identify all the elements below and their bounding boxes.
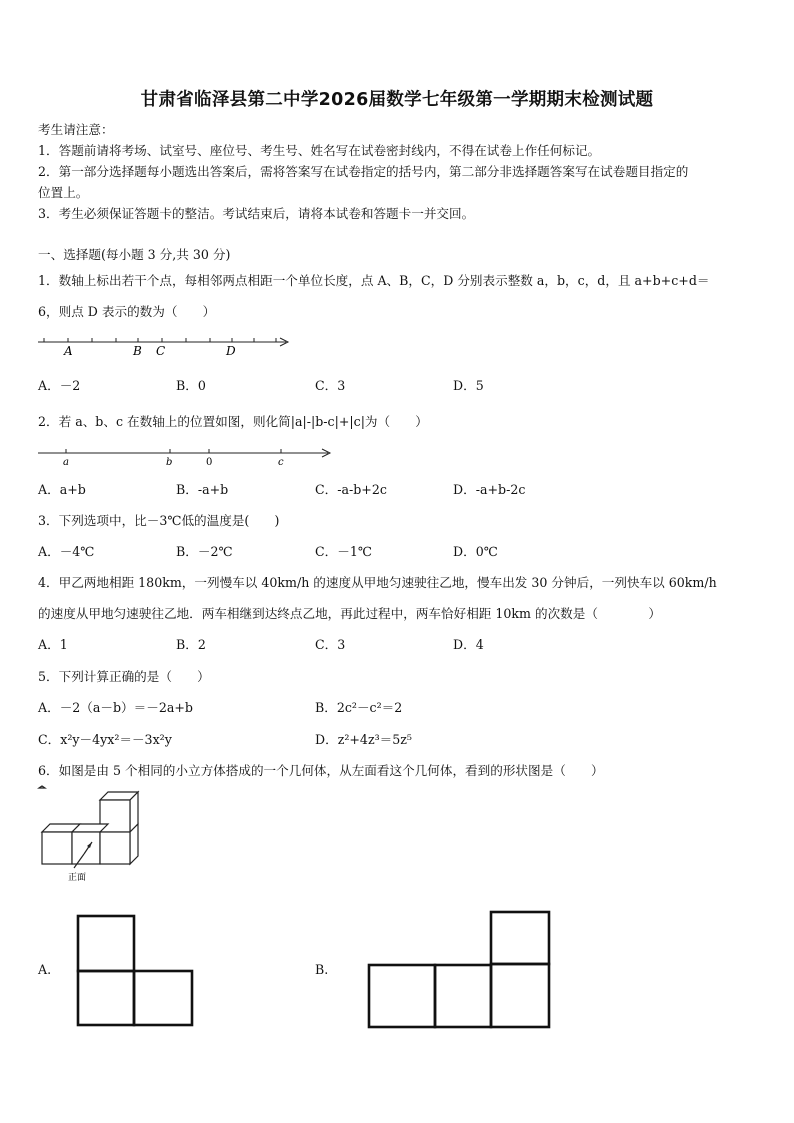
q3-option-c: C．－1℃ xyxy=(315,544,372,559)
point-c-label: C xyxy=(156,344,166,358)
notice-heading: 考生请注意： xyxy=(38,122,114,137)
front-view-label: 正面 xyxy=(68,873,87,883)
q4-option-b: B．2 xyxy=(176,637,206,652)
question-2-text: 2．若 a、b、c 在数轴上的位置如图，则化简|a|-|b-c|+|c|为（ ） xyxy=(38,414,428,429)
question-6-text: 6．如图是由 5 个相同的小立方体搭成的一个几何体，从左面看这个几何体，看到的形状图是（ ） xyxy=(38,763,604,778)
q6-option-b-figure xyxy=(367,910,555,1030)
q3-option-d: D．0℃ xyxy=(453,544,498,559)
notice-item-3: 3．考生必须保证答题卡的整洁。考试结束后，请将本试卷和答题卡一并交回。 xyxy=(38,206,475,221)
q2-option-a: A．a+b xyxy=(38,482,86,497)
question-1-text-cont: 6，则点 D 表示的数为（ ） xyxy=(38,304,216,319)
number-line-1 xyxy=(36,332,296,358)
origin-label: 0 xyxy=(206,457,213,468)
q4-option-a: A．1 xyxy=(38,637,68,652)
point-d-label: D xyxy=(226,344,236,358)
point-b-label: b xyxy=(166,457,173,468)
point-c-label: c xyxy=(278,457,284,468)
q1-option-d: D．5 xyxy=(453,378,484,393)
point-a-label: a xyxy=(63,457,69,468)
question-5-text: 5．下列计算正确的是（ ） xyxy=(38,669,210,684)
q1-option-c: C．3 xyxy=(315,378,346,393)
q4-option-d: D．4 xyxy=(453,637,484,652)
q6-option-b-label: B. xyxy=(315,962,329,977)
question-4-text-cont: 的速度从甲地匀速驶往乙地．两车相继到达终点乙地，再此过程中，两车恰好相距 10km 的次数是（ ） xyxy=(38,606,661,621)
q6-option-a-figure xyxy=(76,914,196,1028)
q1-option-b: B．0 xyxy=(176,378,206,393)
q5-option-c: C．x²y－4yx²＝－3x²y xyxy=(38,732,172,747)
q2-option-c: C．-a-b+2c xyxy=(315,482,387,497)
point-a-label: A xyxy=(64,344,73,358)
q5-option-d: D．z²+4z³＝5z⁵ xyxy=(315,732,412,747)
cube-figure xyxy=(36,784,146,884)
q6-option-a-label: A. xyxy=(38,962,52,977)
q5-option-a: A．－2（a－b）＝－2a+b xyxy=(38,700,193,715)
q5-option-b: B．2c²－c²＝2 xyxy=(315,700,403,715)
section-heading: 一、选择题(每小题 3 分,共 30 分) xyxy=(38,247,231,262)
q4-option-c: C．3 xyxy=(315,637,346,652)
question-1-text: 1．数轴上标出若干个点，每相邻两点相距一个单位长度，点 A、B，C，D 分别表示整数 a，b，c，d，且 a+b+c+d＝ xyxy=(38,273,710,288)
q3-option-a: A．－4℃ xyxy=(38,544,95,559)
question-4-text: 4．甲乙两地相距 180km，一列慢车以 40km/h 的速度从甲地匀速驶往乙地，慢车出发 30 分钟后，一列快车以 60km/h xyxy=(38,575,717,590)
number-line-2 xyxy=(36,445,336,469)
notice-item-1: 1．答题前请将考场、试室号、座位号、考生号、姓名写在试卷密封线内，不得在试卷上作任何标记。 xyxy=(38,143,601,158)
page-title: 甘肃省临泽县第二中学2026届数学七年级第一学期期末检测试题 xyxy=(140,90,654,110)
q3-option-b: B．－2℃ xyxy=(176,544,233,559)
q2-option-b: B．-a+b xyxy=(176,482,229,497)
notice-item-2: 2．第一部分选择题每小题选出答案后，需将答案写在试卷指定的括号内，第二部分非选择题答案写在试卷题目指定的 xyxy=(38,164,689,179)
q1-option-a: A．－2 xyxy=(38,378,81,393)
point-b-label: B xyxy=(133,344,142,358)
notice-item-2-cont: 位置上。 xyxy=(38,185,89,200)
q2-option-d: D．-a+b-2c xyxy=(453,482,526,497)
question-3-text: 3．下列选项中，比－3℃低的温度是( ) xyxy=(38,513,280,528)
